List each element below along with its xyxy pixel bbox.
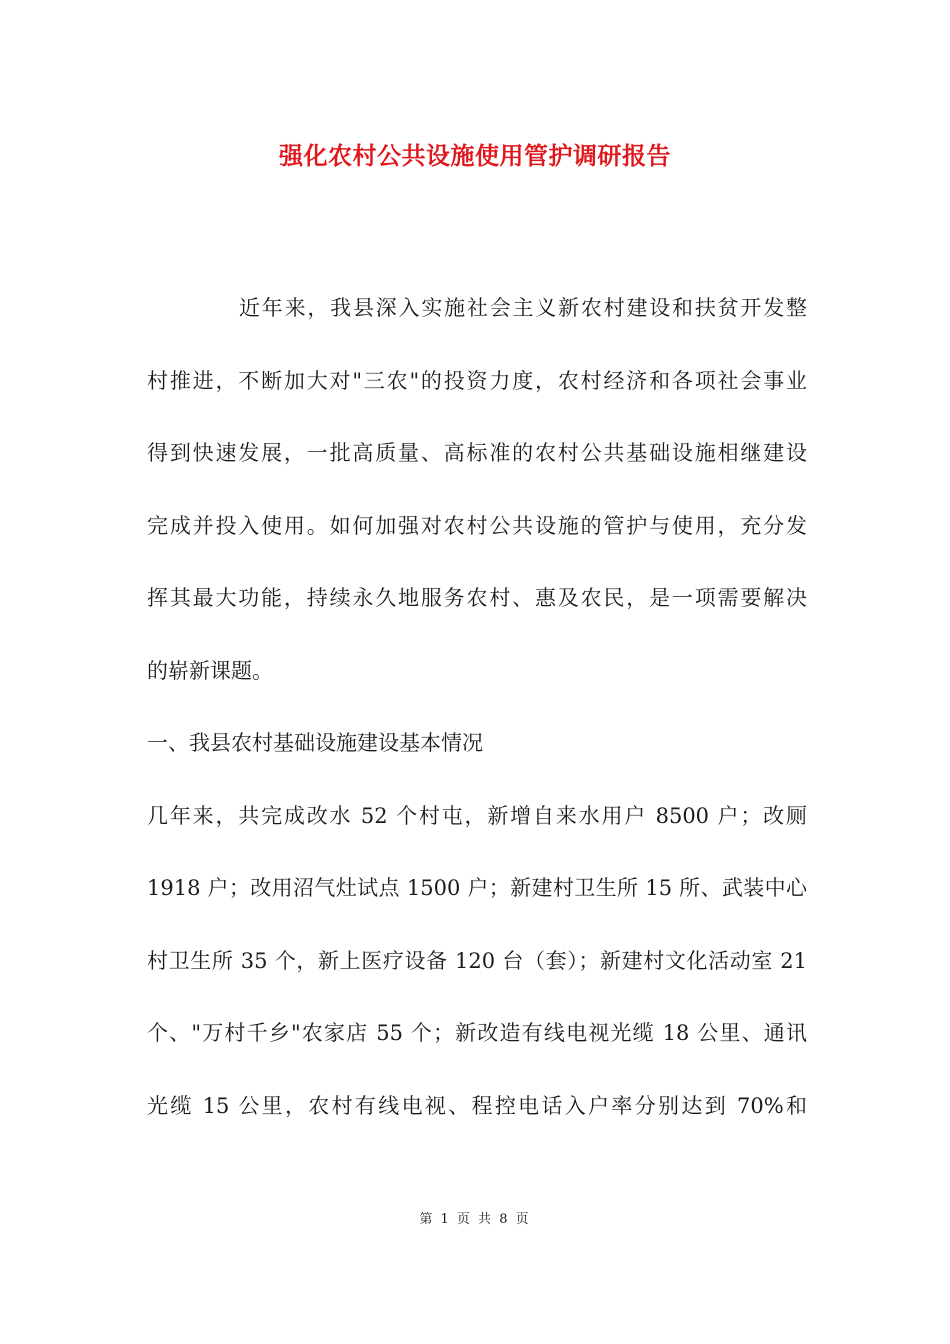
paragraph-line: 近年来，我县深入实施社会主义新农村建设和扶贫开发整 <box>239 296 807 320</box>
paragraph-line: 几年来，共完成改水 52 个村屯，新增自来水用户 8500 户；改厕 <box>147 803 807 828</box>
paragraph-line: 光缆 15 公里，农村有线电视、程控电话入户率分别达到 70%和 <box>147 1093 807 1118</box>
paragraph-line: 完成并投入使用。如何加强对农村公共设施的管护与使用，充分发 <box>147 513 807 538</box>
page-number: 第 1 页 共 8 页 <box>419 1212 531 1227</box>
document-title: 强化农村公共设施使用管护调研报告 <box>279 141 671 170</box>
section-heading: 一、我县农村基础设施建设基本情况 <box>147 731 483 755</box>
paragraph-line: 得到快速发展，一批高质量、高标准的农村公共基础设施相继建设 <box>147 441 807 465</box>
paragraph-line: 个、"万村千乡"农家店 55 个；新改造有线电视光缆 18 公里、通讯 <box>147 1021 807 1045</box>
paragraph-line: 的崭新课题。 <box>147 658 273 683</box>
paragraph-line: 村卫生所 35 个，新上医疗设备 120 台（套）；新建村文化活动室 21 <box>147 948 807 973</box>
paragraph-line: 1918 户；改用沼气灶试点 1500 户；新建村卫生所 15 所、武装中心 <box>147 876 807 900</box>
paragraph-line: 村推进，不断加大对"三农"的投资力度，农村经济和各项社会事业 <box>147 368 807 393</box>
document-body <box>147 272 807 1142</box>
paragraph-line: 挥其最大功能，持续永久地服务农村、惠及农民，是一项需要解决 <box>147 586 807 610</box>
